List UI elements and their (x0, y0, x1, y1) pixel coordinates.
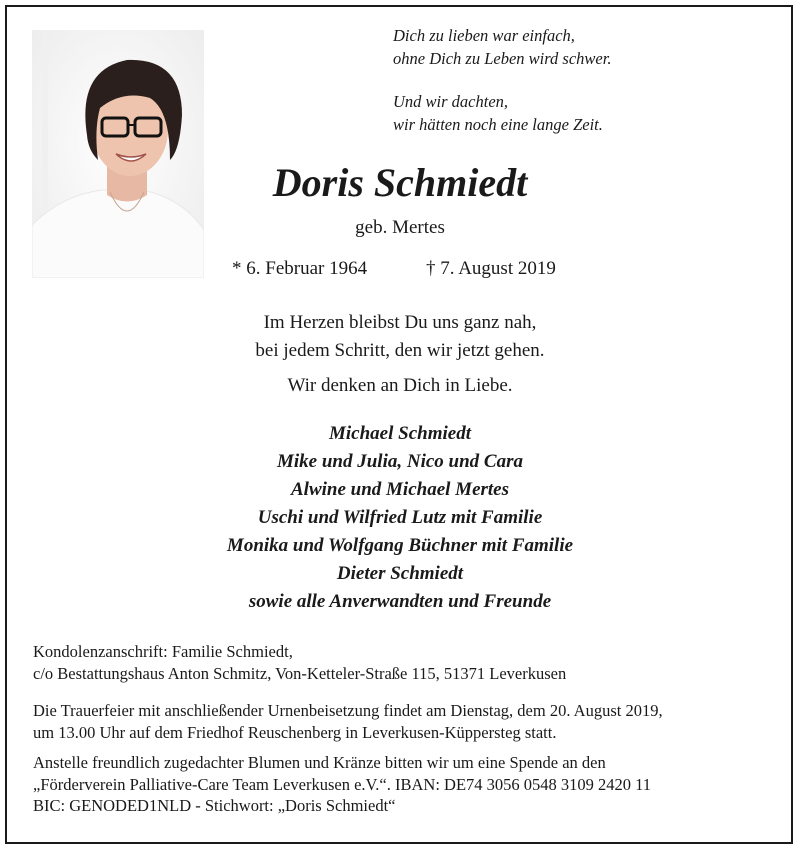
family-member: Mike und Julia, Nico und Cara (277, 451, 523, 472)
birth-date: * 6. Februar 1964 (232, 258, 368, 279)
condolence-address (33, 641, 773, 684)
poem (0, 309, 800, 365)
family-member: sowie alle Anverwandten und Freunde (248, 591, 552, 612)
death-date: † 7. August 2019 (426, 258, 556, 279)
family-member: Uschi und Wilfried Lutz mit Familie (257, 507, 543, 528)
ceremony-line-1: Die Trauerfeier mit anschließender Urnenbeisetzung findet am Dienstag, dem 20. August 2019, (33, 701, 663, 720)
deceased-name: Doris Schmiedt (272, 160, 528, 205)
condolence-line-1: Kondolenzanschrift: Familie Schmiedt, (33, 642, 293, 661)
family-member: Dieter Schmiedt (336, 563, 464, 584)
family-member: Monika und Wolfgang Büchner mit Familie (226, 535, 574, 556)
quote-1-line-1: Dich zu lieben war einfach, (393, 26, 575, 45)
poem-line-1: Im Herzen bleibst Du uns ganz nah, (263, 312, 537, 333)
condolence-line-2: c/o Bestattungshaus Anton Schmitz, Von-Ketteler-Straße 115, 51371 Leverkusen (33, 663, 567, 683)
donation-line-1: Anstelle freundlich zugedachter Blumen und Kränze bitten wir um eine Spende an den (33, 753, 606, 772)
quote-1 (393, 24, 611, 70)
quote-2-line-1: Und wir dachten, (393, 92, 509, 111)
quote-1-line-2: ohne Dich zu Leben wird schwer. (393, 49, 612, 68)
quote-2 (393, 90, 603, 136)
family-list (0, 420, 800, 616)
donation-info (33, 752, 773, 817)
birth-name: geb. Mertes (355, 217, 445, 238)
ceremony-info (33, 700, 773, 743)
closing-line: Wir denken an Dich in Liebe. (287, 375, 513, 396)
family-member: Michael Schmiedt (329, 423, 471, 444)
family-member: Alwine und Michael Mertes (291, 479, 509, 500)
donation-line-3: BIC: GENODED1NLD - Stichwort: „Doris Schmiedt“ (33, 796, 396, 815)
poem-line-2: bei jedem Schritt, den wir jetzt gehen. (255, 340, 545, 361)
quote-2-line-2: wir hätten noch eine lange Zeit. (393, 115, 603, 134)
ceremony-line-2: um 13.00 Uhr auf dem Friedhof Reuschenberg in Leverkusen-Küppersteg statt. (33, 722, 557, 742)
donation-line-2: „Förderverein Palliative-Care Team Leverkusen e.V.“. IBAN: DE74 3056 0548 3109 2420 11 (33, 774, 652, 794)
